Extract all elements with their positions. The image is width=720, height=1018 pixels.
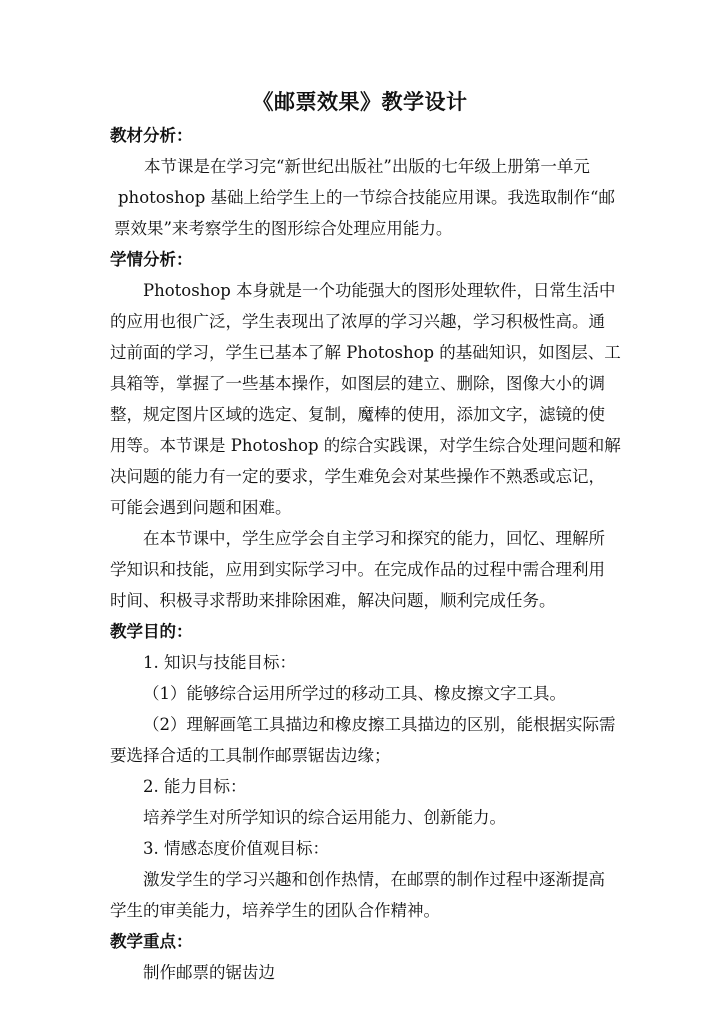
section-paragraph xyxy=(110,275,620,523)
text-line: 用等。本节课是 Photoshop 的综合实践课，对学生综合处理问题和解 xyxy=(110,436,621,455)
objective-item xyxy=(110,864,620,926)
document-title: 《邮票效果》教学设计 xyxy=(252,90,468,114)
text-line: 决问题的能力有一定的要求，学生难免会对某些操作不熟悉或忘记， xyxy=(110,467,605,486)
objective-item xyxy=(110,678,620,709)
text-line: 3. 情感态度价值观目标： xyxy=(143,839,329,858)
text-line: 学生的审美能力，培养学生的团队合作精神。 xyxy=(110,901,440,920)
objective-item xyxy=(110,647,620,678)
section-heading: 教学目的： xyxy=(110,622,193,641)
objective-item xyxy=(110,833,620,864)
objective-item xyxy=(110,771,620,802)
text-line: photoshop 基础上给学生上的一节综合技能应用课。我选取制作“邮 xyxy=(118,188,615,207)
section-heading: 学情分析： xyxy=(110,250,193,269)
section-heading: 教学重点： xyxy=(110,932,193,951)
text-line: （2）理解画笔工具描边和橡皮擦工具描边的区别，能根据实际需 xyxy=(143,715,616,734)
objective-item xyxy=(110,709,620,771)
text-line: 的应用也很广泛，学生表现出了浓厚的学习兴趣，学习积极性高。通 xyxy=(110,312,605,331)
text-line: Photoshop 本身就是一个功能强大的图形处理软件，日常生活中 xyxy=(143,281,616,300)
text-line: 具箱等，掌握了一些基本操作，如图层的建立、删除，图像大小的调 xyxy=(110,374,605,393)
section-textbook-analysis xyxy=(110,120,620,244)
text-line: 可能会遇到问题和困难。 xyxy=(110,498,292,517)
text-line: 1. 知识与技能目标： xyxy=(143,653,296,672)
section-heading: 教材分析： xyxy=(110,126,193,145)
objective-item xyxy=(110,802,620,833)
focus-item xyxy=(110,957,620,988)
section-paragraph xyxy=(110,523,620,616)
text-line: 在本节课中，学生应学会自主学习和探究的能力，回忆、理解所 xyxy=(143,529,605,548)
text-line: 2. 能力目标： xyxy=(143,777,247,796)
text-line: 培养学生对所学知识的综合运用能力、创新能力。 xyxy=(143,808,506,827)
section-teaching-focus xyxy=(110,926,620,988)
section-student-analysis xyxy=(110,244,620,616)
text-line: 学知识和技能，应用到实际学习中。在完成作品的过程中需合理利用 xyxy=(110,560,605,579)
text-line: 本节课是在学习完“新世纪出版社”出版的七年级上册第一单元 xyxy=(144,157,590,176)
section-teaching-objectives xyxy=(110,616,620,926)
text-line: 过前面的学习，学生已基本了解 Photoshop 的基础知识，如图层、工 xyxy=(110,343,621,362)
text-line: 制作邮票的锯齿边 xyxy=(143,963,275,982)
text-line: 时间、积极寻求帮助来排除困难，解决问题，顺利完成任务。 xyxy=(110,591,556,610)
document-body xyxy=(110,120,620,988)
text-line: 激发学生的学习兴趣和创作热情，在邮票的制作过程中逐渐提高 xyxy=(143,870,605,889)
text-line: （1）能够综合运用所学过的移动工具、橡皮擦文字工具。 xyxy=(143,684,566,703)
text-line: 整，规定图片区域的选定、复制，魔棒的使用，添加文字，滤镜的使 xyxy=(110,405,605,424)
text-line: 票效果”来考察学生的图形综合处理应用能力。 xyxy=(114,219,453,238)
section-paragraph xyxy=(110,151,620,244)
text-line: 要选择合适的工具制作邮票锯齿边缘； xyxy=(110,746,391,765)
